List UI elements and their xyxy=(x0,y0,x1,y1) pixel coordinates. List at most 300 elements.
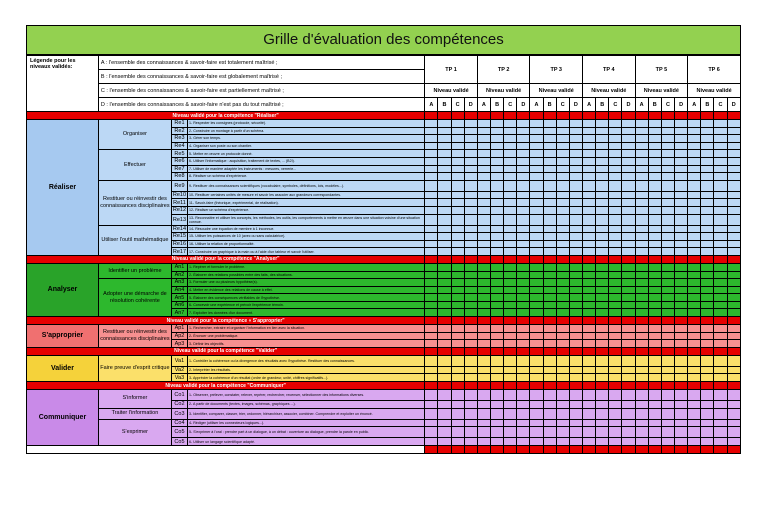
level-cell[interactable] xyxy=(451,301,464,309)
level-cell[interactable] xyxy=(543,309,556,317)
level-cell[interactable] xyxy=(583,294,596,302)
level-cell[interactable] xyxy=(425,206,438,214)
level-cell[interactable] xyxy=(727,165,740,173)
section-level-cell[interactable] xyxy=(556,112,569,120)
level-cell[interactable] xyxy=(675,233,688,241)
level-cell[interactable] xyxy=(661,366,674,374)
level-cell[interactable] xyxy=(701,374,714,382)
level-cell[interactable] xyxy=(635,286,648,294)
level-cell[interactable] xyxy=(543,127,556,135)
level-cell[interactable] xyxy=(714,408,727,419)
final-level-cell[interactable] xyxy=(622,445,635,453)
level-cell[interactable] xyxy=(530,191,543,199)
level-cell[interactable] xyxy=(609,279,622,287)
level-cell[interactable] xyxy=(635,199,648,207)
level-cell[interactable] xyxy=(490,214,503,225)
level-cell[interactable] xyxy=(648,286,661,294)
level-cell[interactable] xyxy=(556,240,569,248)
section-level-cell[interactable] xyxy=(517,317,530,325)
level-cell[interactable] xyxy=(583,355,596,366)
level-cell[interactable] xyxy=(648,240,661,248)
level-cell[interactable] xyxy=(530,271,543,279)
level-cell[interactable] xyxy=(556,401,569,409)
level-cell[interactable] xyxy=(569,271,582,279)
level-cell[interactable] xyxy=(451,279,464,287)
level-cell[interactable] xyxy=(543,301,556,309)
level-cell[interactable] xyxy=(583,401,596,409)
level-cell[interactable] xyxy=(648,120,661,128)
level-cell[interactable] xyxy=(425,248,438,256)
level-cell[interactable] xyxy=(688,374,701,382)
section-level-cell[interactable] xyxy=(556,317,569,325)
level-cell[interactable] xyxy=(688,214,701,225)
section-level-cell[interactable] xyxy=(583,112,596,120)
level-cell[interactable] xyxy=(661,427,674,438)
level-cell[interactable] xyxy=(609,191,622,199)
final-level-cell[interactable] xyxy=(648,445,661,453)
level-cell[interactable] xyxy=(701,191,714,199)
section-level-cell[interactable] xyxy=(425,317,438,325)
level-cell[interactable] xyxy=(490,427,503,438)
section-level-cell[interactable] xyxy=(490,112,503,120)
level-cell[interactable] xyxy=(648,427,661,438)
level-cell[interactable] xyxy=(530,355,543,366)
level-cell[interactable] xyxy=(635,294,648,302)
level-cell[interactable] xyxy=(661,135,674,143)
level-cell[interactable] xyxy=(569,309,582,317)
level-cell[interactable] xyxy=(661,240,674,248)
level-cell[interactable] xyxy=(490,325,503,333)
section-level-cell[interactable] xyxy=(464,347,477,355)
level-cell[interactable] xyxy=(622,374,635,382)
level-cell[interactable] xyxy=(622,390,635,401)
section-level-cell[interactable] xyxy=(464,255,477,263)
level-cell[interactable] xyxy=(451,419,464,427)
level-cell[interactable] xyxy=(688,120,701,128)
level-cell[interactable] xyxy=(727,120,740,128)
section-level-cell[interactable] xyxy=(701,255,714,263)
section-level-cell[interactable] xyxy=(596,317,609,325)
level-cell[interactable] xyxy=(569,206,582,214)
level-cell[interactable] xyxy=(701,332,714,340)
level-cell[interactable] xyxy=(556,340,569,348)
level-cell[interactable] xyxy=(464,225,477,233)
level-cell[interactable] xyxy=(451,165,464,173)
level-cell[interactable] xyxy=(438,408,451,419)
level-cell[interactable] xyxy=(451,120,464,128)
section-level-cell[interactable] xyxy=(543,112,556,120)
level-cell[interactable] xyxy=(727,225,740,233)
section-level-cell[interactable] xyxy=(543,317,556,325)
level-cell[interactable] xyxy=(661,325,674,333)
level-cell[interactable] xyxy=(556,199,569,207)
level-cell[interactable] xyxy=(688,199,701,207)
level-cell[interactable] xyxy=(438,309,451,317)
level-cell[interactable] xyxy=(438,325,451,333)
level-cell[interactable] xyxy=(727,366,740,374)
level-cell[interactable] xyxy=(438,165,451,173)
level-cell[interactable] xyxy=(556,301,569,309)
level-cell[interactable] xyxy=(477,366,490,374)
level-cell[interactable] xyxy=(609,214,622,225)
level-cell[interactable] xyxy=(688,294,701,302)
level-cell[interactable] xyxy=(464,438,477,446)
level-cell[interactable] xyxy=(635,332,648,340)
level-cell[interactable] xyxy=(701,279,714,287)
level-cell[interactable] xyxy=(701,225,714,233)
level-cell[interactable] xyxy=(714,332,727,340)
level-cell[interactable] xyxy=(556,332,569,340)
level-cell[interactable] xyxy=(675,225,688,233)
level-cell[interactable] xyxy=(438,355,451,366)
level-cell[interactable] xyxy=(543,165,556,173)
level-cell[interactable] xyxy=(596,142,609,150)
section-level-cell[interactable] xyxy=(635,382,648,390)
level-cell[interactable] xyxy=(517,355,530,366)
level-cell[interactable] xyxy=(569,199,582,207)
level-cell[interactable] xyxy=(675,135,688,143)
level-cell[interactable] xyxy=(583,332,596,340)
section-level-cell[interactable] xyxy=(714,317,727,325)
level-cell[interactable] xyxy=(688,438,701,446)
level-cell[interactable] xyxy=(596,173,609,181)
level-cell[interactable] xyxy=(675,340,688,348)
level-cell[interactable] xyxy=(556,233,569,241)
level-cell[interactable] xyxy=(517,180,530,191)
level-cell[interactable] xyxy=(727,401,740,409)
level-cell[interactable] xyxy=(464,180,477,191)
level-cell[interactable] xyxy=(451,438,464,446)
level-cell[interactable] xyxy=(648,214,661,225)
level-cell[interactable] xyxy=(661,157,674,165)
level-cell[interactable] xyxy=(543,157,556,165)
level-cell[interactable] xyxy=(451,286,464,294)
level-cell[interactable] xyxy=(635,180,648,191)
section-level-cell[interactable] xyxy=(569,112,582,120)
level-cell[interactable] xyxy=(661,225,674,233)
section-level-cell[interactable] xyxy=(727,347,740,355)
level-cell[interactable] xyxy=(543,401,556,409)
level-cell[interactable] xyxy=(661,206,674,214)
level-cell[interactable] xyxy=(438,233,451,241)
section-level-cell[interactable] xyxy=(504,382,517,390)
level-cell[interactable] xyxy=(451,135,464,143)
level-cell[interactable] xyxy=(556,127,569,135)
level-cell[interactable] xyxy=(583,199,596,207)
level-cell[interactable] xyxy=(688,173,701,181)
level-cell[interactable] xyxy=(701,165,714,173)
level-cell[interactable] xyxy=(451,374,464,382)
level-cell[interactable] xyxy=(504,150,517,158)
level-cell[interactable] xyxy=(675,263,688,271)
level-cell[interactable] xyxy=(438,206,451,214)
level-cell[interactable] xyxy=(464,233,477,241)
level-cell[interactable] xyxy=(714,325,727,333)
level-cell[interactable] xyxy=(556,173,569,181)
level-cell[interactable] xyxy=(490,332,503,340)
level-cell[interactable] xyxy=(701,401,714,409)
level-cell[interactable] xyxy=(517,271,530,279)
level-cell[interactable] xyxy=(714,355,727,366)
level-cell[interactable] xyxy=(543,225,556,233)
level-cell[interactable] xyxy=(569,419,582,427)
section-level-cell[interactable] xyxy=(648,255,661,263)
section-level-cell[interactable] xyxy=(477,382,490,390)
level-cell[interactable] xyxy=(464,271,477,279)
level-cell[interactable] xyxy=(596,325,609,333)
section-level-cell[interactable] xyxy=(688,112,701,120)
level-cell[interactable] xyxy=(635,427,648,438)
level-cell[interactable] xyxy=(675,301,688,309)
level-cell[interactable] xyxy=(583,271,596,279)
level-cell[interactable] xyxy=(635,248,648,256)
level-cell[interactable] xyxy=(714,214,727,225)
level-cell[interactable] xyxy=(596,408,609,419)
section-level-cell[interactable] xyxy=(569,382,582,390)
section-level-cell[interactable] xyxy=(425,347,438,355)
section-level-cell[interactable] xyxy=(556,255,569,263)
section-level-cell[interactable] xyxy=(477,317,490,325)
level-cell[interactable] xyxy=(648,438,661,446)
level-cell[interactable] xyxy=(490,355,503,366)
level-cell[interactable] xyxy=(464,366,477,374)
level-cell[interactable] xyxy=(504,225,517,233)
level-cell[interactable] xyxy=(622,135,635,143)
level-cell[interactable] xyxy=(556,374,569,382)
level-cell[interactable] xyxy=(490,309,503,317)
level-cell[interactable] xyxy=(451,355,464,366)
level-cell[interactable] xyxy=(648,135,661,143)
level-cell[interactable] xyxy=(609,294,622,302)
level-cell[interactable] xyxy=(596,374,609,382)
level-cell[interactable] xyxy=(675,286,688,294)
level-cell[interactable] xyxy=(451,214,464,225)
level-cell[interactable] xyxy=(648,191,661,199)
level-cell[interactable] xyxy=(425,173,438,181)
level-cell[interactable] xyxy=(688,127,701,135)
level-cell[interactable] xyxy=(425,427,438,438)
level-cell[interactable] xyxy=(477,408,490,419)
level-cell[interactable] xyxy=(464,142,477,150)
section-level-cell[interactable] xyxy=(504,255,517,263)
level-cell[interactable] xyxy=(569,279,582,287)
level-cell[interactable] xyxy=(635,366,648,374)
level-cell[interactable] xyxy=(583,301,596,309)
level-cell[interactable] xyxy=(530,248,543,256)
level-cell[interactable] xyxy=(714,271,727,279)
level-cell[interactable] xyxy=(543,286,556,294)
level-cell[interactable] xyxy=(438,157,451,165)
level-cell[interactable] xyxy=(556,263,569,271)
level-cell[interactable] xyxy=(609,225,622,233)
level-cell[interactable] xyxy=(556,427,569,438)
section-level-cell[interactable] xyxy=(543,347,556,355)
level-cell[interactable] xyxy=(727,438,740,446)
level-cell[interactable] xyxy=(622,355,635,366)
level-cell[interactable] xyxy=(569,173,582,181)
level-cell[interactable] xyxy=(543,248,556,256)
final-level-cell[interactable] xyxy=(530,445,543,453)
level-cell[interactable] xyxy=(648,180,661,191)
section-level-cell[interactable] xyxy=(556,347,569,355)
level-cell[interactable] xyxy=(727,157,740,165)
level-cell[interactable] xyxy=(635,390,648,401)
level-cell[interactable] xyxy=(569,248,582,256)
level-cell[interactable] xyxy=(504,408,517,419)
level-cell[interactable] xyxy=(622,301,635,309)
level-cell[interactable] xyxy=(464,135,477,143)
section-level-cell[interactable] xyxy=(583,347,596,355)
level-cell[interactable] xyxy=(675,180,688,191)
level-cell[interactable] xyxy=(635,374,648,382)
level-cell[interactable] xyxy=(425,165,438,173)
level-cell[interactable] xyxy=(701,427,714,438)
level-cell[interactable] xyxy=(438,135,451,143)
level-cell[interactable] xyxy=(609,438,622,446)
level-cell[interactable] xyxy=(569,240,582,248)
level-cell[interactable] xyxy=(648,206,661,214)
level-cell[interactable] xyxy=(477,127,490,135)
section-level-cell[interactable] xyxy=(701,112,714,120)
section-level-cell[interactable] xyxy=(425,255,438,263)
level-cell[interactable] xyxy=(543,199,556,207)
final-level-cell[interactable] xyxy=(543,445,556,453)
level-cell[interactable] xyxy=(622,340,635,348)
section-level-cell[interactable] xyxy=(438,347,451,355)
level-cell[interactable] xyxy=(517,191,530,199)
level-cell[interactable] xyxy=(714,150,727,158)
level-cell[interactable] xyxy=(701,271,714,279)
level-cell[interactable] xyxy=(477,332,490,340)
final-level-cell[interactable] xyxy=(490,445,503,453)
level-cell[interactable] xyxy=(517,390,530,401)
level-cell[interactable] xyxy=(701,390,714,401)
level-cell[interactable] xyxy=(556,271,569,279)
level-cell[interactable] xyxy=(477,120,490,128)
section-level-cell[interactable] xyxy=(688,317,701,325)
level-cell[interactable] xyxy=(583,135,596,143)
level-cell[interactable] xyxy=(517,332,530,340)
level-cell[interactable] xyxy=(477,390,490,401)
level-cell[interactable] xyxy=(727,150,740,158)
level-cell[interactable] xyxy=(688,271,701,279)
level-cell[interactable] xyxy=(701,233,714,241)
level-cell[interactable] xyxy=(661,355,674,366)
final-level-cell[interactable] xyxy=(504,445,517,453)
level-cell[interactable] xyxy=(438,279,451,287)
level-cell[interactable] xyxy=(517,301,530,309)
level-cell[interactable] xyxy=(543,427,556,438)
level-cell[interactable] xyxy=(688,150,701,158)
level-cell[interactable] xyxy=(504,390,517,401)
level-cell[interactable] xyxy=(727,214,740,225)
section-level-cell[interactable] xyxy=(451,382,464,390)
section-level-cell[interactable] xyxy=(438,382,451,390)
level-cell[interactable] xyxy=(504,374,517,382)
section-level-cell[interactable] xyxy=(661,347,674,355)
section-level-cell[interactable] xyxy=(438,112,451,120)
level-cell[interactable] xyxy=(688,332,701,340)
level-cell[interactable] xyxy=(464,401,477,409)
level-cell[interactable] xyxy=(530,366,543,374)
level-cell[interactable] xyxy=(596,263,609,271)
level-cell[interactable] xyxy=(504,419,517,427)
level-cell[interactable] xyxy=(661,286,674,294)
level-cell[interactable] xyxy=(596,332,609,340)
level-cell[interactable] xyxy=(675,294,688,302)
level-cell[interactable] xyxy=(714,199,727,207)
level-cell[interactable] xyxy=(622,214,635,225)
section-level-cell[interactable] xyxy=(622,347,635,355)
level-cell[interactable] xyxy=(556,142,569,150)
section-level-cell[interactable] xyxy=(569,255,582,263)
level-cell[interactable] xyxy=(688,279,701,287)
level-cell[interactable] xyxy=(504,263,517,271)
level-cell[interactable] xyxy=(688,165,701,173)
level-cell[interactable] xyxy=(543,340,556,348)
level-cell[interactable] xyxy=(464,165,477,173)
level-cell[interactable] xyxy=(451,325,464,333)
level-cell[interactable] xyxy=(477,173,490,181)
level-cell[interactable] xyxy=(543,390,556,401)
level-cell[interactable] xyxy=(464,294,477,302)
level-cell[interactable] xyxy=(675,438,688,446)
level-cell[interactable] xyxy=(583,233,596,241)
level-cell[interactable] xyxy=(556,408,569,419)
section-level-cell[interactable] xyxy=(517,112,530,120)
level-cell[interactable] xyxy=(622,240,635,248)
section-level-cell[interactable] xyxy=(490,317,503,325)
level-cell[interactable] xyxy=(464,240,477,248)
level-cell[interactable] xyxy=(425,332,438,340)
level-cell[interactable] xyxy=(583,225,596,233)
level-cell[interactable] xyxy=(675,206,688,214)
level-cell[interactable] xyxy=(701,325,714,333)
level-cell[interactable] xyxy=(609,390,622,401)
level-cell[interactable] xyxy=(714,173,727,181)
level-cell[interactable] xyxy=(609,271,622,279)
level-cell[interactable] xyxy=(490,206,503,214)
level-cell[interactable] xyxy=(609,248,622,256)
level-cell[interactable] xyxy=(635,173,648,181)
level-cell[interactable] xyxy=(543,419,556,427)
level-cell[interactable] xyxy=(583,150,596,158)
level-cell[interactable] xyxy=(622,366,635,374)
level-cell[interactable] xyxy=(517,294,530,302)
level-cell[interactable] xyxy=(464,150,477,158)
level-cell[interactable] xyxy=(609,135,622,143)
level-cell[interactable] xyxy=(727,240,740,248)
level-cell[interactable] xyxy=(425,240,438,248)
level-cell[interactable] xyxy=(451,366,464,374)
level-cell[interactable] xyxy=(438,301,451,309)
level-cell[interactable] xyxy=(438,374,451,382)
level-cell[interactable] xyxy=(714,294,727,302)
level-cell[interactable] xyxy=(451,191,464,199)
level-cell[interactable] xyxy=(661,294,674,302)
level-cell[interactable] xyxy=(530,374,543,382)
level-cell[interactable] xyxy=(477,157,490,165)
level-cell[interactable] xyxy=(701,366,714,374)
level-cell[interactable] xyxy=(609,263,622,271)
level-cell[interactable] xyxy=(622,427,635,438)
section-level-cell[interactable] xyxy=(569,317,582,325)
level-cell[interactable] xyxy=(688,157,701,165)
level-cell[interactable] xyxy=(464,325,477,333)
level-cell[interactable] xyxy=(451,180,464,191)
level-cell[interactable] xyxy=(622,309,635,317)
level-cell[interactable] xyxy=(438,127,451,135)
